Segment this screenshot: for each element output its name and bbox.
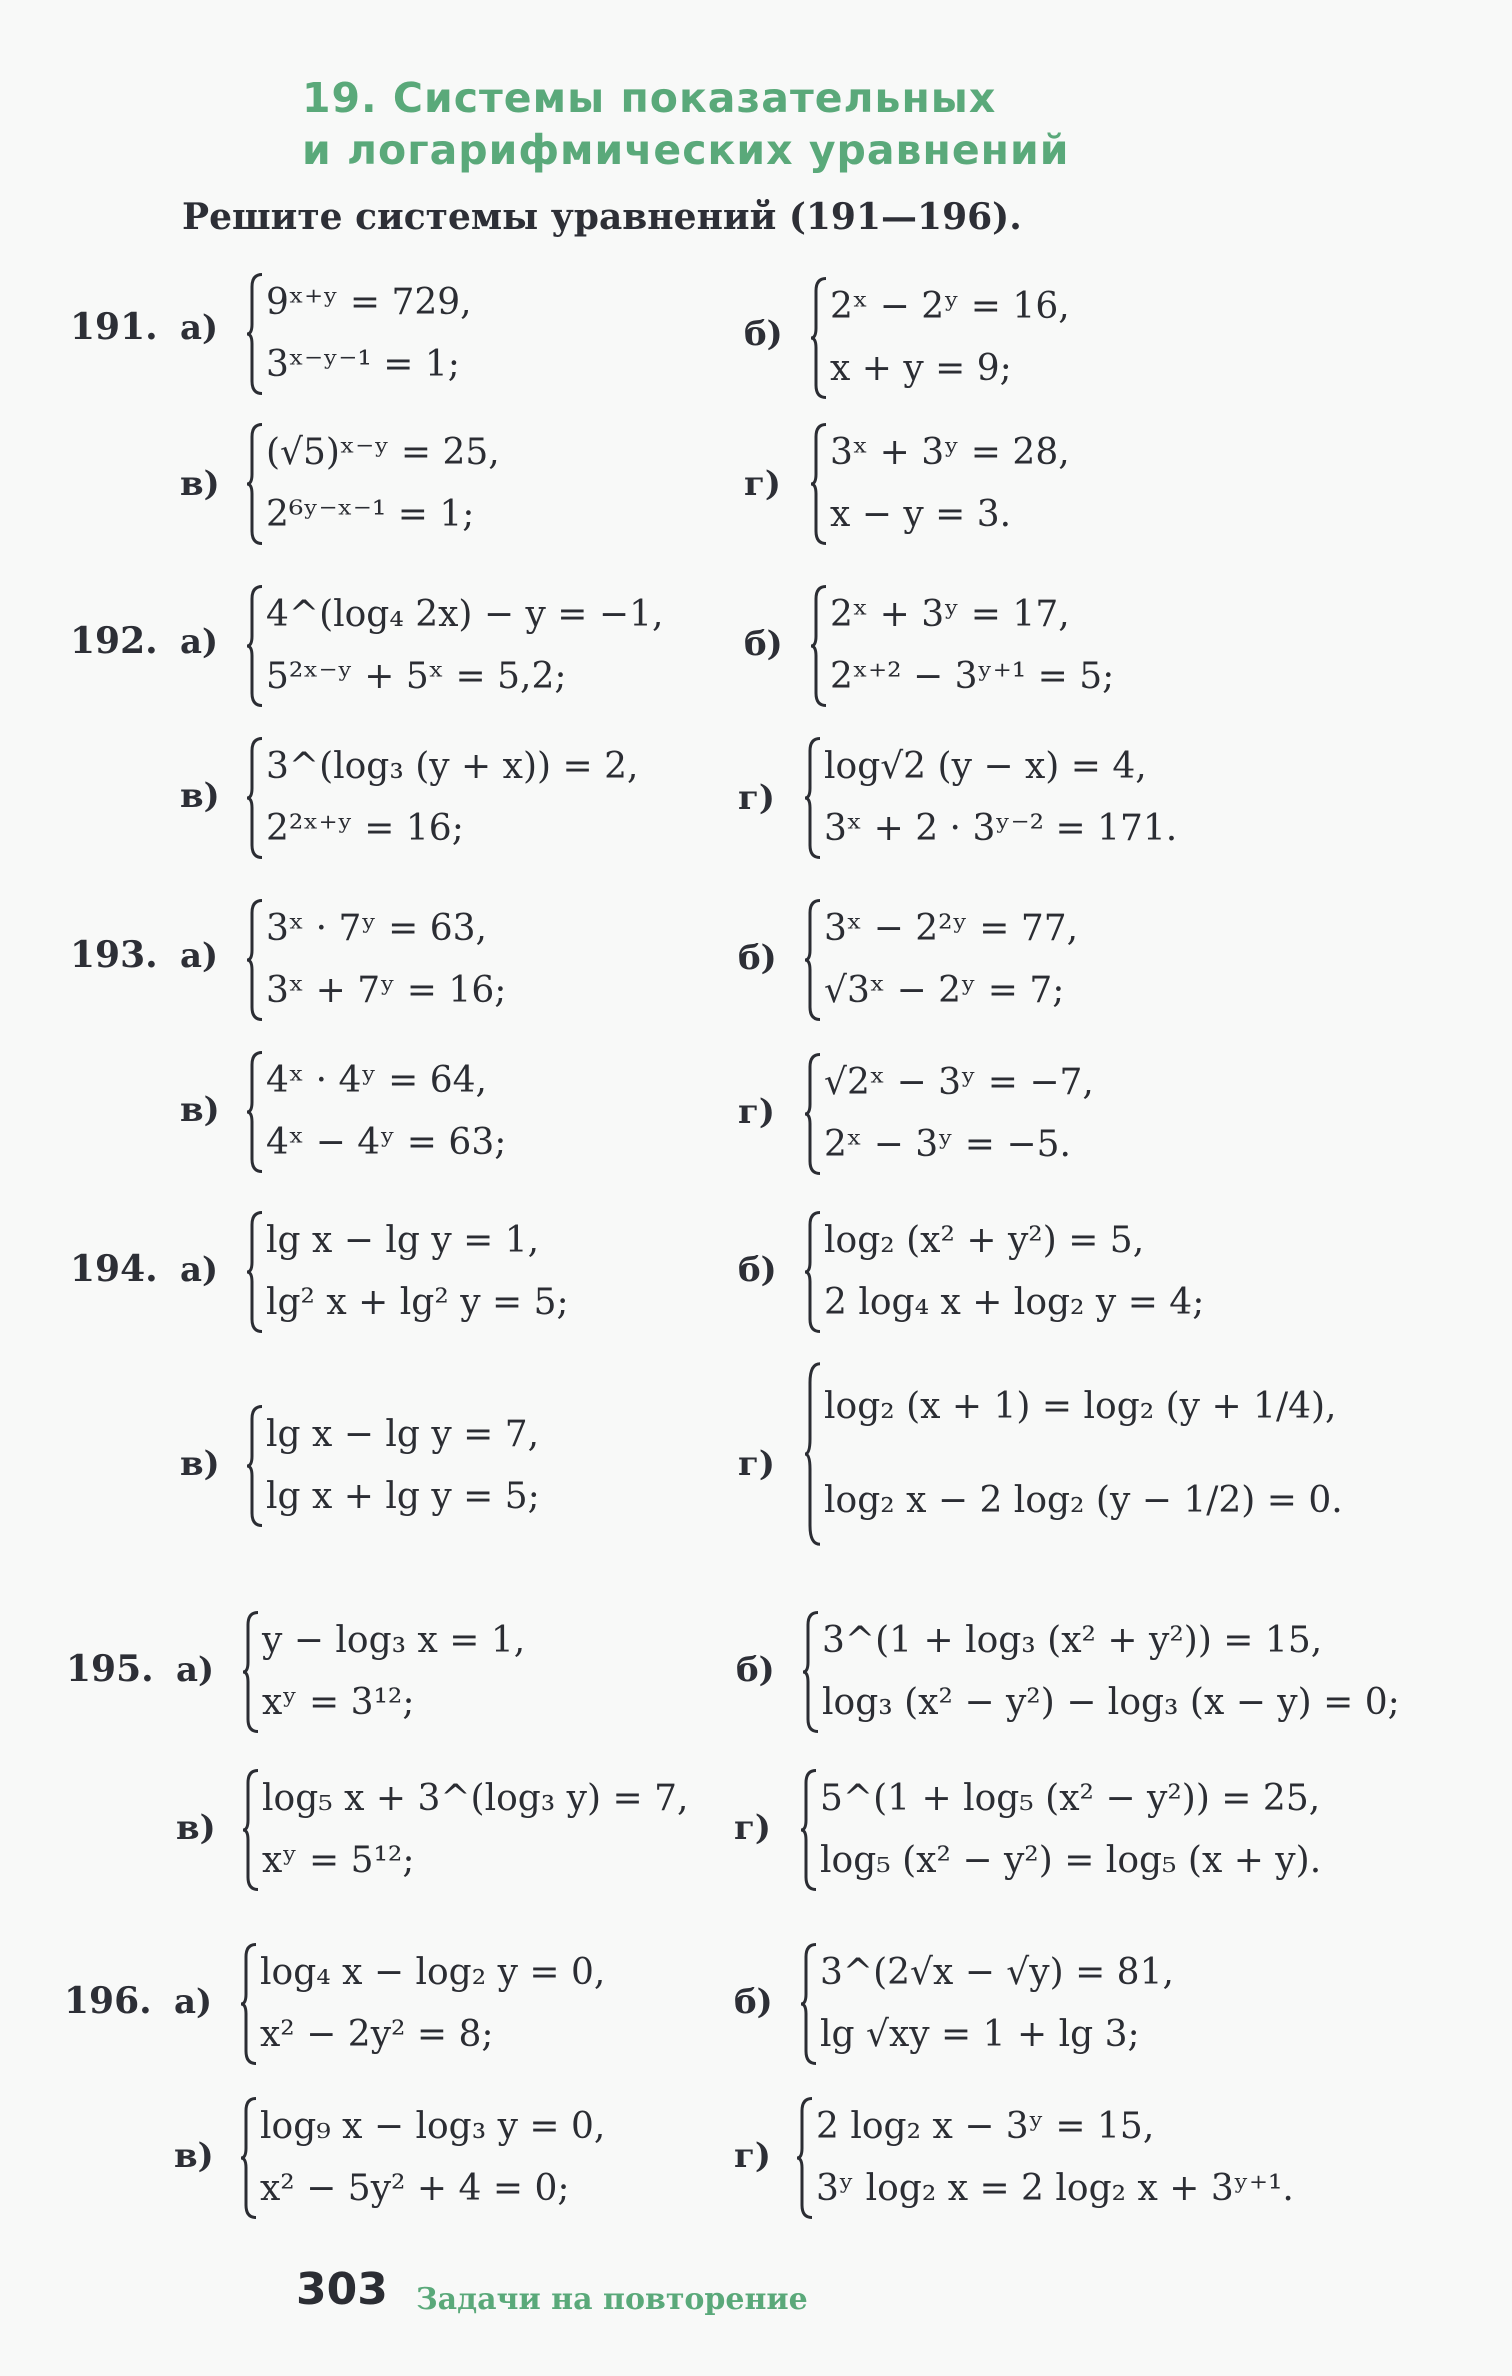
- equation: x² − 2y² = 8;: [260, 2014, 494, 2055]
- part-label: в): [180, 1444, 220, 1484]
- equation: 2ˣ − 3ʸ = −5.: [824, 1124, 1071, 1165]
- equation-system-192g: [804, 736, 1177, 860]
- equation: log₂ (x² + y²) = 5,: [824, 1220, 1145, 1261]
- equation-system-195v: [242, 1768, 688, 1892]
- equation-system-191a: [246, 272, 472, 396]
- equation: 5^(1 + log₅ (x² − y²)) = 25,: [820, 1778, 1321, 1819]
- equation: 4ˣ · 4ʸ = 64,: [266, 1060, 487, 1101]
- part-label: б): [738, 938, 777, 978]
- part-label: г): [734, 2136, 771, 2176]
- problem-number-192: 192.: [70, 620, 158, 662]
- brace-icon: [240, 1942, 258, 2066]
- part-label: в): [180, 1090, 220, 1130]
- part-label: а): [176, 1650, 215, 1690]
- part-label: б): [736, 1650, 775, 1690]
- part-label: а): [180, 936, 219, 976]
- part-label: а): [180, 1250, 219, 1290]
- section-title-line-1: 19. Системы показательных: [302, 74, 997, 122]
- equation-system-194b: [804, 1210, 1204, 1334]
- equation: lg² x + lg² y = 5;: [266, 1282, 569, 1323]
- brace-icon: [804, 898, 822, 1022]
- part-label: г): [734, 1808, 771, 1848]
- equation: lg x − lg y = 7,: [266, 1414, 540, 1455]
- equation: log₂ x − 2 log₂ (y − 1/2) = 0.: [824, 1480, 1343, 1521]
- brace-icon: [246, 898, 264, 1022]
- problem-number-195: 195.: [66, 1648, 154, 1690]
- part-label: г): [744, 464, 781, 504]
- equation-system-193a: [246, 898, 506, 1022]
- equation: lg x − lg y = 1,: [266, 1220, 540, 1261]
- equation: 3ˣ⁻ʸ⁻¹ = 1;: [266, 344, 460, 385]
- brace-icon: [796, 2096, 814, 2220]
- brace-icon: [246, 1404, 264, 1528]
- equation: 4ˣ − 4ʸ = 63;: [266, 1122, 507, 1163]
- equation: 4^(log₄ 2x) − y = −1,: [266, 594, 664, 635]
- brace-icon: [246, 422, 264, 546]
- equation-system-196v: [240, 2096, 605, 2220]
- part-label: б): [744, 624, 783, 664]
- equation: 2 log₂ x − 3ʸ = 15,: [816, 2106, 1155, 2147]
- equation: log₂ (x + 1) = log₂ (y + 1/4),: [824, 1386, 1337, 1427]
- equation: 3^(2√x − √y) = 81,: [820, 1952, 1174, 1993]
- equation: 2 log₄ x + log₂ y = 4;: [824, 1282, 1205, 1323]
- part-label: в): [180, 776, 220, 816]
- equation: √3ˣ − 2ʸ = 7;: [824, 970, 1065, 1011]
- brace-icon: [810, 422, 828, 546]
- equation-system-194g: [804, 1360, 1343, 1548]
- part-label: а): [174, 1982, 213, 2022]
- equation-system-195b: [802, 1610, 1400, 1734]
- part-label: а): [180, 308, 219, 348]
- equation-system-192v: [246, 736, 638, 860]
- part-label: в): [176, 1808, 216, 1848]
- running-footer: Задачи на повторение: [416, 2282, 808, 2317]
- equation: lg √xy = 1 + lg 3;: [820, 2014, 1140, 2055]
- equation: 3ˣ + 2 · 3ʸ⁻² = 171.: [824, 808, 1178, 849]
- equation: x² − 5y² + 4 = 0;: [260, 2168, 570, 2209]
- equation-system-195g: [800, 1768, 1321, 1892]
- section-title: [302, 72, 1069, 176]
- brace-icon: [246, 272, 264, 396]
- brace-icon: [240, 2096, 258, 2220]
- equation-system-191b: [810, 276, 1070, 400]
- problem-number-191: 191.: [70, 306, 158, 348]
- equation-system-192a: [246, 584, 663, 708]
- brace-icon: [810, 276, 828, 400]
- part-label: г): [738, 1444, 775, 1484]
- equation: x + y = 9;: [830, 348, 1012, 389]
- equation: log₉ x − log₃ y = 0,: [260, 2106, 606, 2147]
- part-label: в): [174, 2136, 214, 2176]
- equation: log₃ (x² − y²) − log₃ (x − y) = 0;: [822, 1682, 1400, 1723]
- problem-number-194: 194.: [70, 1248, 158, 1290]
- brace-icon: [246, 736, 264, 860]
- instructions: Решите системы уравнений (191—196).: [182, 196, 1022, 238]
- equation-system-194a: [246, 1210, 569, 1334]
- part-label: г): [738, 778, 775, 818]
- equation: x − y = 3.: [830, 494, 1012, 535]
- equation-system-191g: [810, 422, 1070, 546]
- equation: log₅ x + 3^(log₃ y) = 7,: [262, 1778, 689, 1819]
- brace-icon: [246, 1050, 264, 1174]
- equation: log₄ x − log₂ y = 0,: [260, 1952, 606, 1993]
- brace-icon: [804, 1210, 822, 1334]
- equation: 3ˣ + 3ʸ = 28,: [830, 432, 1070, 473]
- equation-system-196g: [796, 2096, 1294, 2220]
- equation: (√5)ˣ⁻ʸ = 25,: [266, 432, 500, 473]
- equation: log√2 (y − x) = 4,: [824, 746, 1147, 787]
- equation: y − log₃ x = 1,: [262, 1620, 526, 1661]
- equation: xʸ = 3¹²;: [262, 1682, 415, 1723]
- equation-system-193v: [246, 1050, 506, 1174]
- equation-system-196a: [240, 1942, 605, 2066]
- brace-icon: [804, 736, 822, 860]
- equation: 5²ˣ⁻ʸ + 5ˣ = 5,2;: [266, 656, 567, 697]
- equation: 3ˣ + 7ʸ = 16;: [266, 970, 507, 1011]
- problem-number-196: 196.: [64, 1980, 152, 2022]
- equation: 3^(1 + log₃ (x² + y²)) = 15,: [822, 1620, 1323, 1661]
- equation: 3ˣ − 2²ʸ = 77,: [824, 908, 1079, 949]
- part-label: г): [738, 1092, 775, 1132]
- brace-icon: [800, 1768, 818, 1892]
- equation: 3ʸ log₂ x = 2 log₂ x + 3ʸ⁺¹.: [816, 2168, 1294, 2209]
- brace-icon: [242, 1768, 260, 1892]
- section-title-line-2: и логарифмических уравнений: [302, 126, 1070, 174]
- equation-system-191v: [246, 422, 500, 546]
- part-label: б): [738, 1250, 777, 1290]
- part-label: в): [180, 464, 220, 504]
- equation: 2²ˣ⁺ʸ = 16;: [266, 808, 464, 849]
- equation: 2ˣ⁺² − 3ʸ⁺¹ = 5;: [830, 656, 1115, 697]
- equation-system-193g: [804, 1052, 1094, 1176]
- brace-icon: [246, 1210, 264, 1334]
- problem-number-193: 193.: [70, 934, 158, 976]
- equation-system-194v: [246, 1404, 540, 1528]
- brace-icon: [246, 584, 264, 708]
- equation-system-195a: [242, 1610, 525, 1734]
- equation: 2ˣ + 3ʸ = 17,: [830, 594, 1070, 635]
- brace-icon: [804, 1052, 822, 1176]
- brace-icon: [802, 1610, 820, 1734]
- equation: 2ˣ − 2ʸ = 16,: [830, 286, 1070, 327]
- brace-icon: [804, 1360, 822, 1548]
- equation: xʸ = 5¹²;: [262, 1840, 415, 1881]
- equation-system-192b: [810, 584, 1114, 708]
- brace-icon: [810, 584, 828, 708]
- page-number: 303: [296, 2264, 388, 2315]
- equation: 3ˣ · 7ʸ = 63,: [266, 908, 487, 949]
- equation-system-193b: [804, 898, 1078, 1022]
- equation-system-196b: [800, 1942, 1174, 2066]
- equation: log₅ (x² − y²) = log₅ (x + y).: [820, 1840, 1322, 1881]
- equation: √2ˣ − 3ʸ = −7,: [824, 1062, 1094, 1103]
- brace-icon: [800, 1942, 818, 2066]
- equation: 2⁶ʸ⁻ˣ⁻¹ = 1;: [266, 494, 475, 535]
- part-label: б): [744, 314, 783, 354]
- equation: lg x + lg y = 5;: [266, 1476, 540, 1517]
- equation: 3^(log₃ (y + x)) = 2,: [266, 746, 639, 787]
- equation: 9ˣ⁺ʸ = 729,: [266, 282, 472, 323]
- brace-icon: [242, 1610, 260, 1734]
- part-label: а): [180, 622, 219, 662]
- part-label: б): [734, 1982, 773, 2022]
